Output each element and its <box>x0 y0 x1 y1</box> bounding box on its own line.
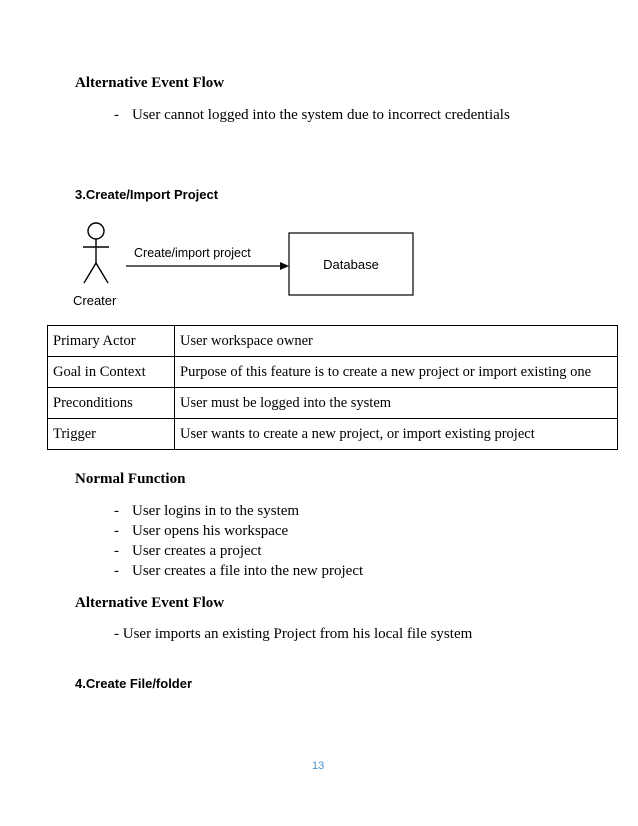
bullet-dash: - <box>114 107 119 123</box>
arrow-label: Create/import project <box>134 246 251 260</box>
list-item <box>114 523 288 540</box>
table-row <box>48 419 618 450</box>
normal-function-heading: Normal Function <box>75 471 186 487</box>
table-key: Goal in Context <box>48 357 175 388</box>
table-value: Purpose of this feature is to create a new project or import existing one <box>175 357 618 388</box>
table-row <box>48 357 618 388</box>
bullet-dash: - <box>114 523 119 539</box>
bullet-dash: - <box>114 563 119 579</box>
alt-flow-heading: Alternative Event Flow <box>75 595 225 611</box>
list-item-text: User logins in to the system <box>132 503 300 519</box>
alt-flow-item-text: User cannot logged into the system due to incorrect credentials <box>132 107 510 123</box>
alt-flow-heading: Alternative Event Flow <box>75 75 225 91</box>
list-item <box>114 543 262 560</box>
use-case-table <box>47 325 618 450</box>
alt-flow-item <box>114 107 510 124</box>
table-row <box>48 388 618 419</box>
bullet-dash: - <box>114 503 119 519</box>
table-value: User must be logged into the system <box>175 388 618 419</box>
table-value: User wants to create a new project, or import existing project <box>175 419 618 450</box>
section-title-create-file-folder: 4.Create File/folder <box>75 676 193 691</box>
table-key: Preconditions <box>48 388 175 419</box>
list-item <box>114 503 299 520</box>
table-key: Trigger <box>48 419 175 450</box>
database-label: Database <box>323 257 379 272</box>
list-item-text: User creates a file into the new project <box>132 563 364 579</box>
actor-right-leg <box>96 263 108 283</box>
alt-flow-text: - User imports an existing Project from his local file system <box>114 626 473 642</box>
actor-left-leg <box>84 263 96 283</box>
list-item <box>114 563 363 580</box>
page-number: 13 <box>312 760 325 772</box>
actor-head <box>88 223 104 239</box>
list-item-text: User opens his workspace <box>132 523 289 539</box>
table-value: User workspace owner <box>175 326 618 357</box>
table-row <box>48 326 618 357</box>
bullet-dash: - <box>114 543 119 559</box>
actor-stick-figure-icon <box>83 223 109 283</box>
list-item-text: User creates a project <box>132 543 262 559</box>
use-case-diagram <box>60 215 440 315</box>
arrow-head-icon <box>280 262 289 270</box>
table-key: Primary Actor <box>48 326 175 357</box>
section-title-create-import: 3.Create/Import Project <box>75 187 219 202</box>
actor-label: Creater <box>73 293 117 308</box>
